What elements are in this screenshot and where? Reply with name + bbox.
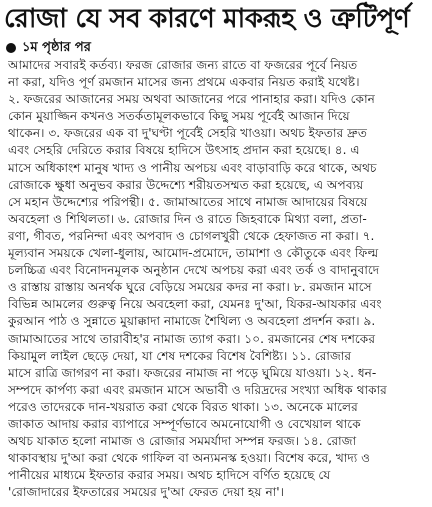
article-body <box>8 57 426 501</box>
body-line: কিয়ামুল লাইল ছেড়ে দেয়া, যা শেষ দশকের বিশেষ বৈশিষ্ট্য। ১১. রোজার <box>8 348 352 363</box>
body-line: জামাআতের সাথে তারাবীহ'র নামাজ ত্যাগ করা। ১০. রমজানের শেষ দশকের <box>8 331 376 346</box>
body-line: মাসে রাত্রি জাগরণ না করা। ফজরের নামাজ না পড়ে ঘুমিয়ে যাওয়া। ১২. ধন- <box>8 365 377 380</box>
body-line: বিভিন্ন আমলের গুরুত্ব নিয়ে অবহেলা করা, যেমনঃ দু'আ, যিকর-আযকার এবং <box>8 297 382 312</box>
body-line: না করা, যদিও পূর্ণ রমজান মাসের জন্য প্রথমে একবার নিয়ত করাই যথেষ্ট। <box>8 75 360 90</box>
body-line: ২. ফজরের আজানের সময় অথবা আজানের পরে পানাহার করা। যদিও কোন <box>8 92 375 107</box>
body-line: রোজাকে ক্ষুধা অনুভব করার উদ্দেশ্যে শরীয়তসম্মত করা হয়েছে, এ অপব্যয় <box>8 177 364 192</box>
body-line: আমাদের সবারই কর্তব্য। ফরজ রোজার জন্য রাতে বা ফজরের পূর্বে নিয়ত <box>8 58 358 72</box>
body-line: থাকাবস্থায় দু'আ করা থেকে গাফিল বা অন্যমনস্ক হওয়া। বিশেষ করে, খাদ্য ও <box>8 451 371 466</box>
body-line: থাকেন। ৩. ফজরের এক বা দু'ঘণ্টা পূর্বেই সেহরি খাওয়া। অথচ ইফতার দ্রুত <box>8 126 368 141</box>
body-line: অবহেলা ও শিথিলতা। ৬. রোজার দিন ও রাতে জিহবাকে মিথ্যা বলা, প্রতা- <box>8 211 367 226</box>
body-line: পানীয়ের মাধ্যমে ইফতার করার সময়। অথচ হাদিসে বর্ণিত হয়েছে যে <box>8 468 331 483</box>
article-headline: রোজা যে সব কারণে মাকরূহ ও ত্রুটিপূর্ণ <box>4 4 410 34</box>
body-line: পরেও তাদেরকে দান-খয়রাত করা থেকে বিরত থাকা। ১৩. অনেকে মালের <box>8 399 358 414</box>
body-line: জাকাত আদায় করার ব্যাপারে সম্পূর্ণভাবে অমনোযোগী ও বেখেয়াল থাকে <box>8 416 361 431</box>
body-line: মূল্যবান সময়কে খেলা-ধুলায়, আমোদ-প্রমোদে, তামাশা ও কৌতুকে এবং ফিল্ম <box>8 246 379 261</box>
body-line: 'রোজাদারের ইফতারের সময়ের দু'আ ফেরত দেয়া হয় না'। <box>8 485 284 500</box>
body-line: এবং সেহরি দেরিতে করার বিষয়ে হাদিসে উৎসাহ প্রদান করা হয়েছে। ৪. এ <box>8 143 360 158</box>
body-line: কুরআন পাঠ ও সুন্নাতে মুয়াক্কাদা নামাজে শৈথিল্য ও অবহেলা প্রদর্শন করা। ৯. <box>8 314 376 329</box>
continued-from-label <box>6 39 91 57</box>
bullet-icon <box>6 43 16 53</box>
body-line: কোন মুয়াজ্জিন কখনও সতর্কতামূলকভাবে কিছু সময় পূর্বেই আজান দিয়ে <box>8 109 350 124</box>
body-line: সম্পদে কার্পণ্য করা এবং রমজান মাসে অভাবী ও দরিদ্রদের সংখ্যা অধিক থাকার <box>8 382 387 397</box>
body-line: সে মহান উদ্দেশ্যের পরিপন্থী। ৫. জামাআতের সাথে নামাজ আদায়ের বিষয়ে <box>8 194 368 209</box>
body-line: চলচ্চিত্র এবং বিনোদনমূলক অনুষ্ঠান দেখে অপচয় করা এবং তর্ক ও বাদানুবাদে <box>8 263 380 278</box>
continued-from-text: ১ম পৃষ্ঠার পর <box>22 39 91 55</box>
body-line: মাসে অধিকাংশ মানুষ খাদ্য ও পানীয় অপচয় এবং বাড়াবাড়ি করে থাকে, অথচ <box>8 160 377 175</box>
body-line: অথচ যাকাত হলো নামাজ ও রোজার সমমর্যাদা সম্পন্ন ফরজ। ১৪. রোজা <box>8 434 357 449</box>
body-line: ও রাস্তায় রাস্তায় অনর্থক ঘুরে বেড়িয়ে সময়ের কদর না করা। ৮. রমজান মাসে <box>8 280 372 295</box>
body-line: রণা, গীবত, পরনিন্দা এবং অপবাদ ও চোগলখুরী থেকে হেফাজত না করা। ৭. <box>8 228 375 243</box>
